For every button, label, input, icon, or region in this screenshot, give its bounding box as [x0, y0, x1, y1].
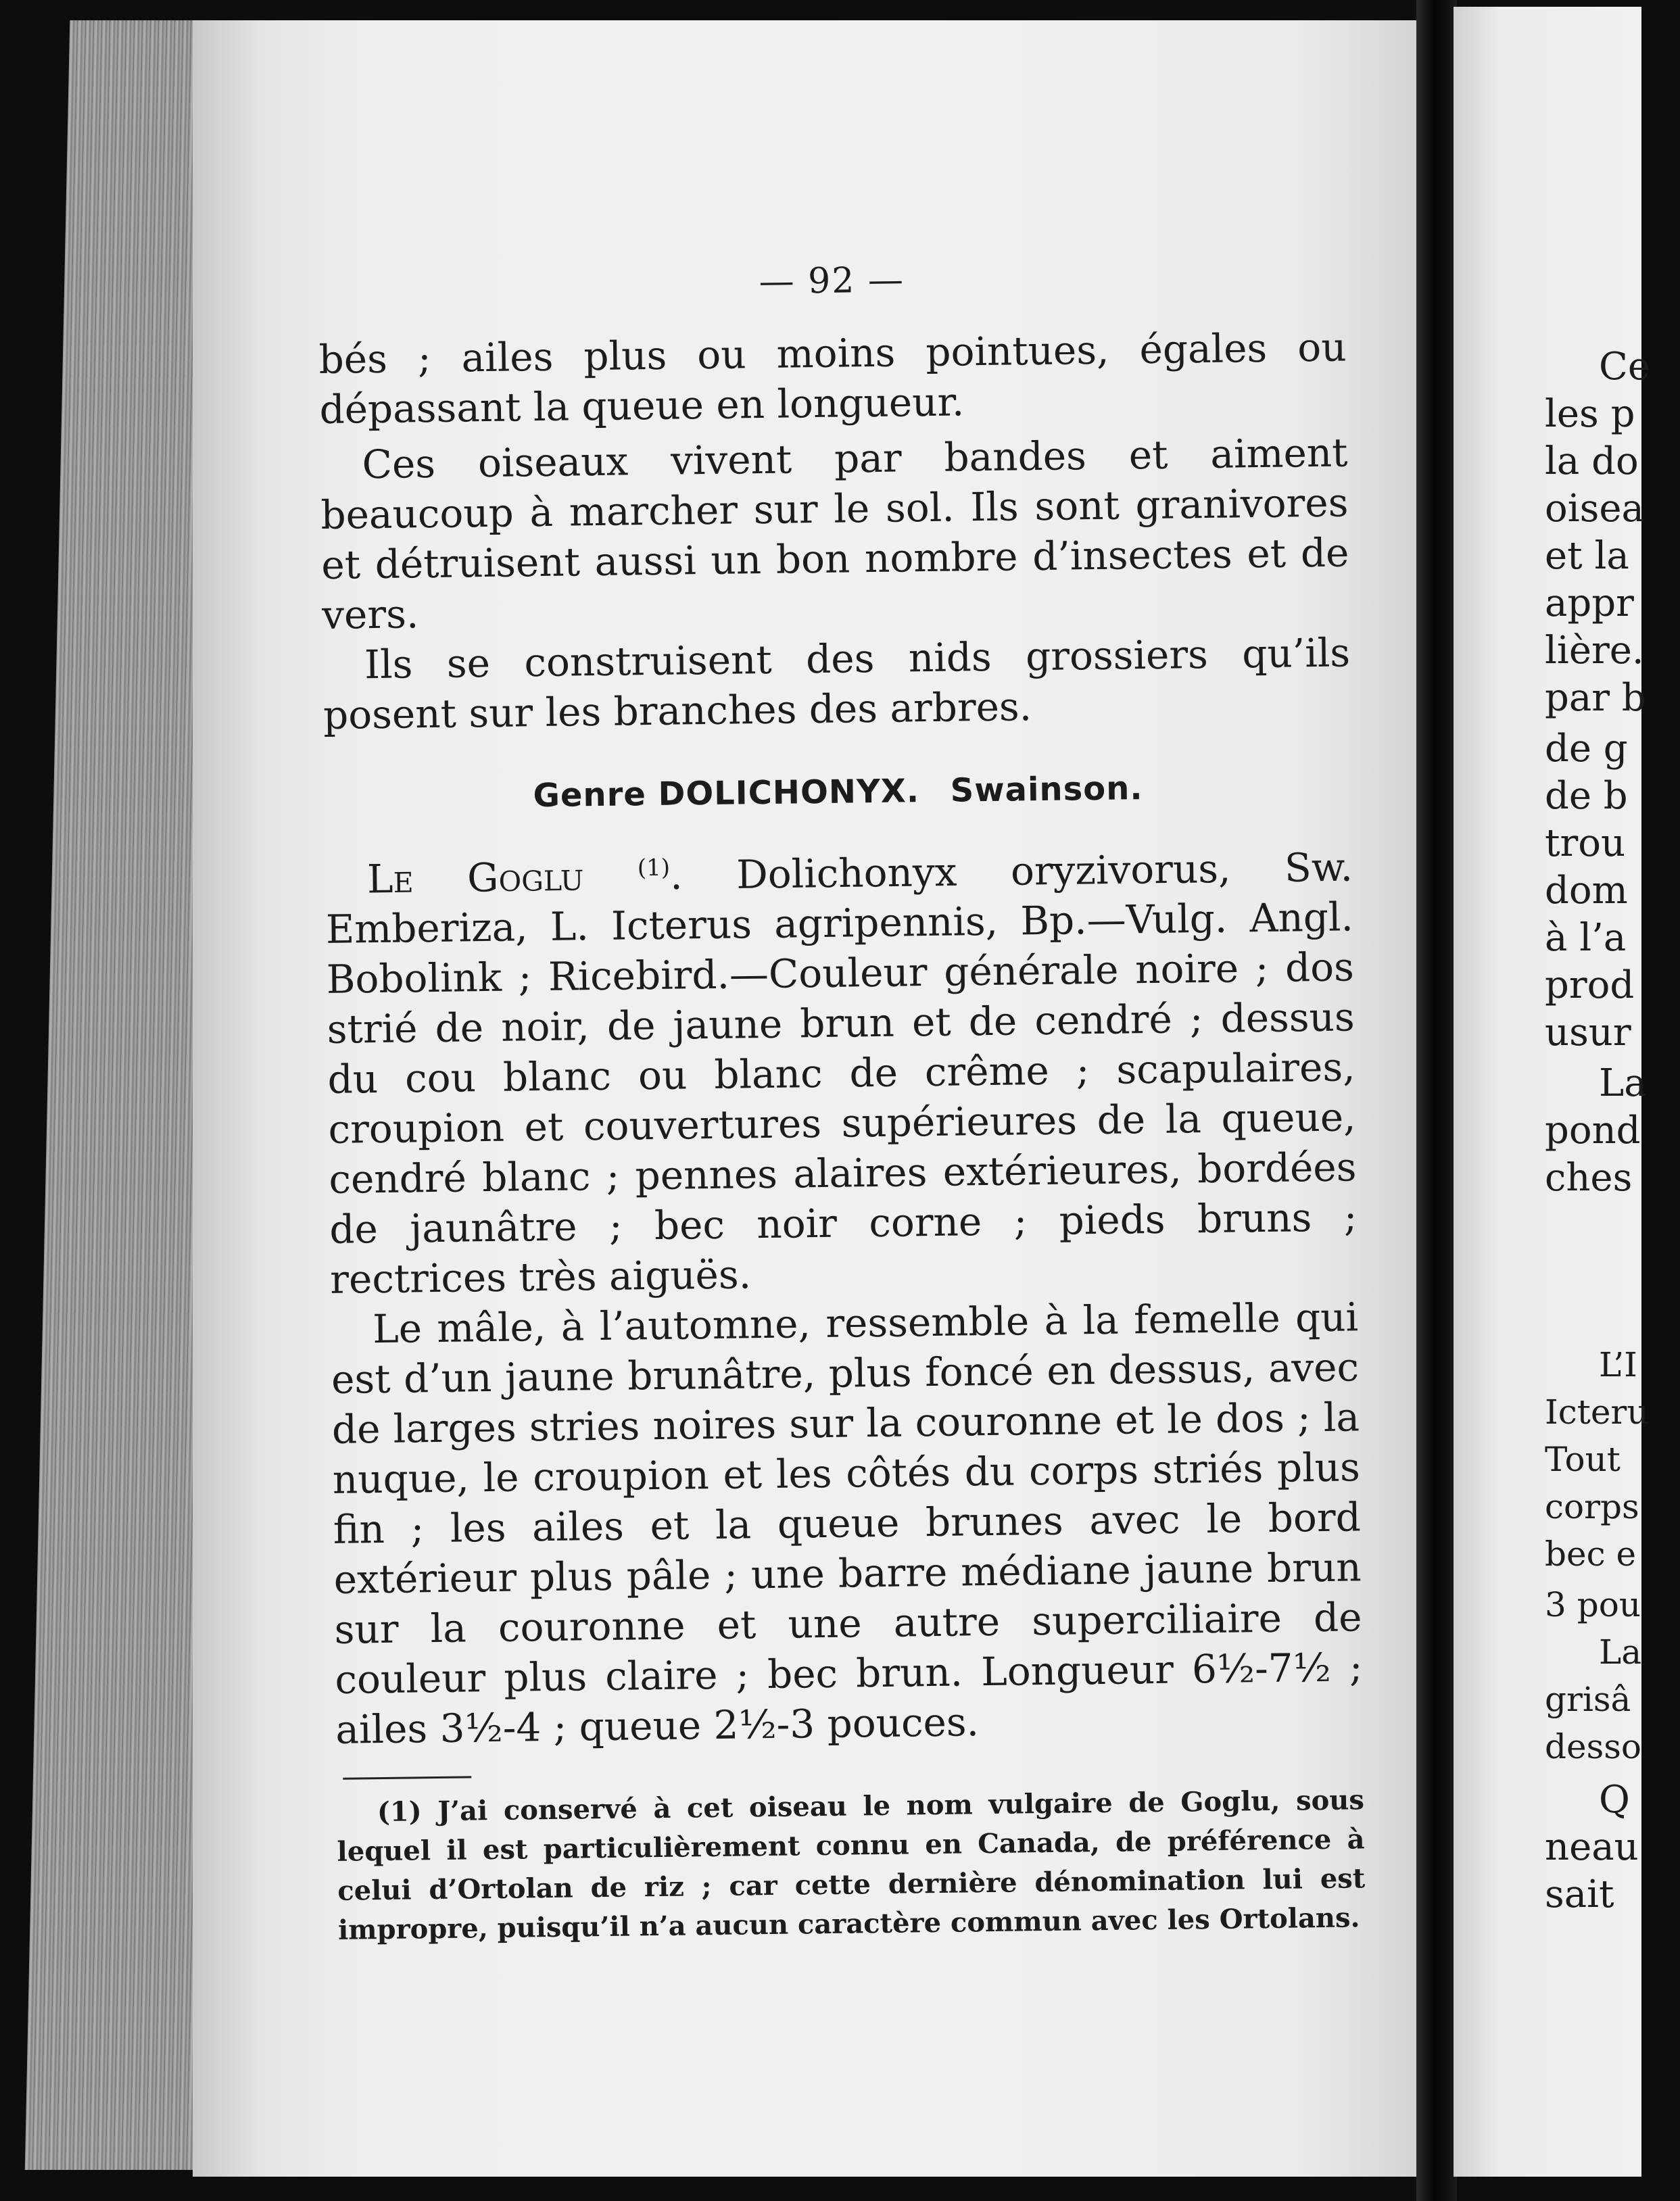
species-text: . Dolichonyx oryzivorus, Sw. Emberiza, L. Icterus agripennis, Bp.—Vulg. Angl. Bobolink ; Ricebird.—Couleur générale noire ; dos strié de noir, de jaune brun et de cendré ; dessus du cou blanc ou blanc de crême ; scapulaires, croupion et couvertures supérieures de la queue, cendré blanc ; pennes alaires extérieures, bordées de jaunâtre ; bec noir corne ; pieds bruns ; rectrices très aiguës.	[325, 844, 1358, 1303]
right-page-line: usur	[1545, 1011, 1631, 1055]
right-page-line: à l’a	[1545, 916, 1627, 960]
right-page-line: Icteru	[1545, 1393, 1649, 1432]
genre-heading	[324, 767, 1352, 817]
left-page-text	[318, 254, 1366, 1950]
right-page-line: 3 pou	[1545, 1585, 1641, 1624]
right-page-line: pond	[1545, 1109, 1641, 1153]
right-page-line: Ce	[1599, 345, 1650, 389]
right-page-line: grisâ	[1545, 1680, 1631, 1719]
right-page-line: desso	[1545, 1727, 1642, 1766]
paragraph-male-autumn: Le mâle, à l’automne, ressemble à la femelle qui est d’un jaune brunâtre, plus foncé en dessus, avec de larges stries noires sur la couronne et le dos ; la nuque, le croupion et les côtés du corps striés plus fin ; les ailes et la queue brunes avec le bord extérieur plus pâle ; une barre médiane jaune brun sur la couronne et une autre superciliaire de couleur plus claire ; bec brun. Longueur 6½-7½ ; ailes 3½-4 ; queue 2½-3 pouces.	[331, 1294, 1363, 1753]
right-page-line: ches	[1545, 1156, 1633, 1200]
genre-name: Genre DOLICHONYX.	[533, 772, 920, 815]
right-page-line: dom	[1545, 869, 1628, 913]
paragraph-habits: Ces oiseaux vivent par bandes et aiment beaucoup à marcher sur le sol. Ils sont granivores et détruisent aussi un bon nombre d’insectes et de vers.	[320, 429, 1349, 638]
right-page-line: La	[1599, 1632, 1642, 1672]
right-page-line: la do	[1545, 439, 1639, 483]
genre-author: Swainson.	[950, 769, 1143, 810]
footnote-rule	[343, 1776, 471, 1780]
page-number: — 92 —	[759, 260, 905, 303]
footnote-marker: (1)	[637, 854, 671, 882]
right-page-line: trou	[1545, 821, 1626, 865]
right-page-line: La	[1599, 1061, 1647, 1105]
right-page-line: appr	[1545, 581, 1634, 625]
paragraph-continuation: bés ; ailes plus ou moins pointues, égales ou dépassant la queue en longueur.	[318, 324, 1347, 433]
right-page-line: Q	[1599, 1778, 1630, 1822]
right-page-line: corps	[1545, 1487, 1639, 1526]
right-page-line: de b	[1545, 774, 1628, 818]
right-page-line: Tout	[1545, 1440, 1621, 1479]
right-page-line: bec e	[1545, 1534, 1637, 1574]
right-page-line: de g	[1545, 727, 1628, 771]
right-page-line: prod	[1545, 963, 1635, 1007]
right-page-line: oisea	[1545, 487, 1644, 531]
book-gutter	[1416, 0, 1457, 2201]
footnote: (1) J’ai conservé à cet oiseau le nom vulgaire de Goglu, sous lequel il est particulièrement connu en Canada, de préférence à celui d’Ortolan de riz ; car cette dernière dénomination lui est impropre, puisqu’il n’a aucun caractère commun avec les Ortolans.	[337, 1784, 1366, 1947]
right-page-line: neau	[1545, 1825, 1639, 1869]
right-page-line: sait	[1545, 1872, 1614, 1916]
right-page-line: par b	[1545, 676, 1646, 720]
right-page-line: L’I	[1599, 1345, 1637, 1384]
right-page-line: les p	[1545, 392, 1635, 436]
species-common-name: Le Goglu	[366, 853, 584, 902]
paragraph-nests: Ils se construisent des nids grossiers qu’ils posent sur les branches des arbres.	[322, 629, 1351, 738]
species-description	[325, 834, 1358, 1305]
right-page-line: et la	[1545, 534, 1629, 578]
right-page-line: lière.	[1545, 629, 1644, 673]
